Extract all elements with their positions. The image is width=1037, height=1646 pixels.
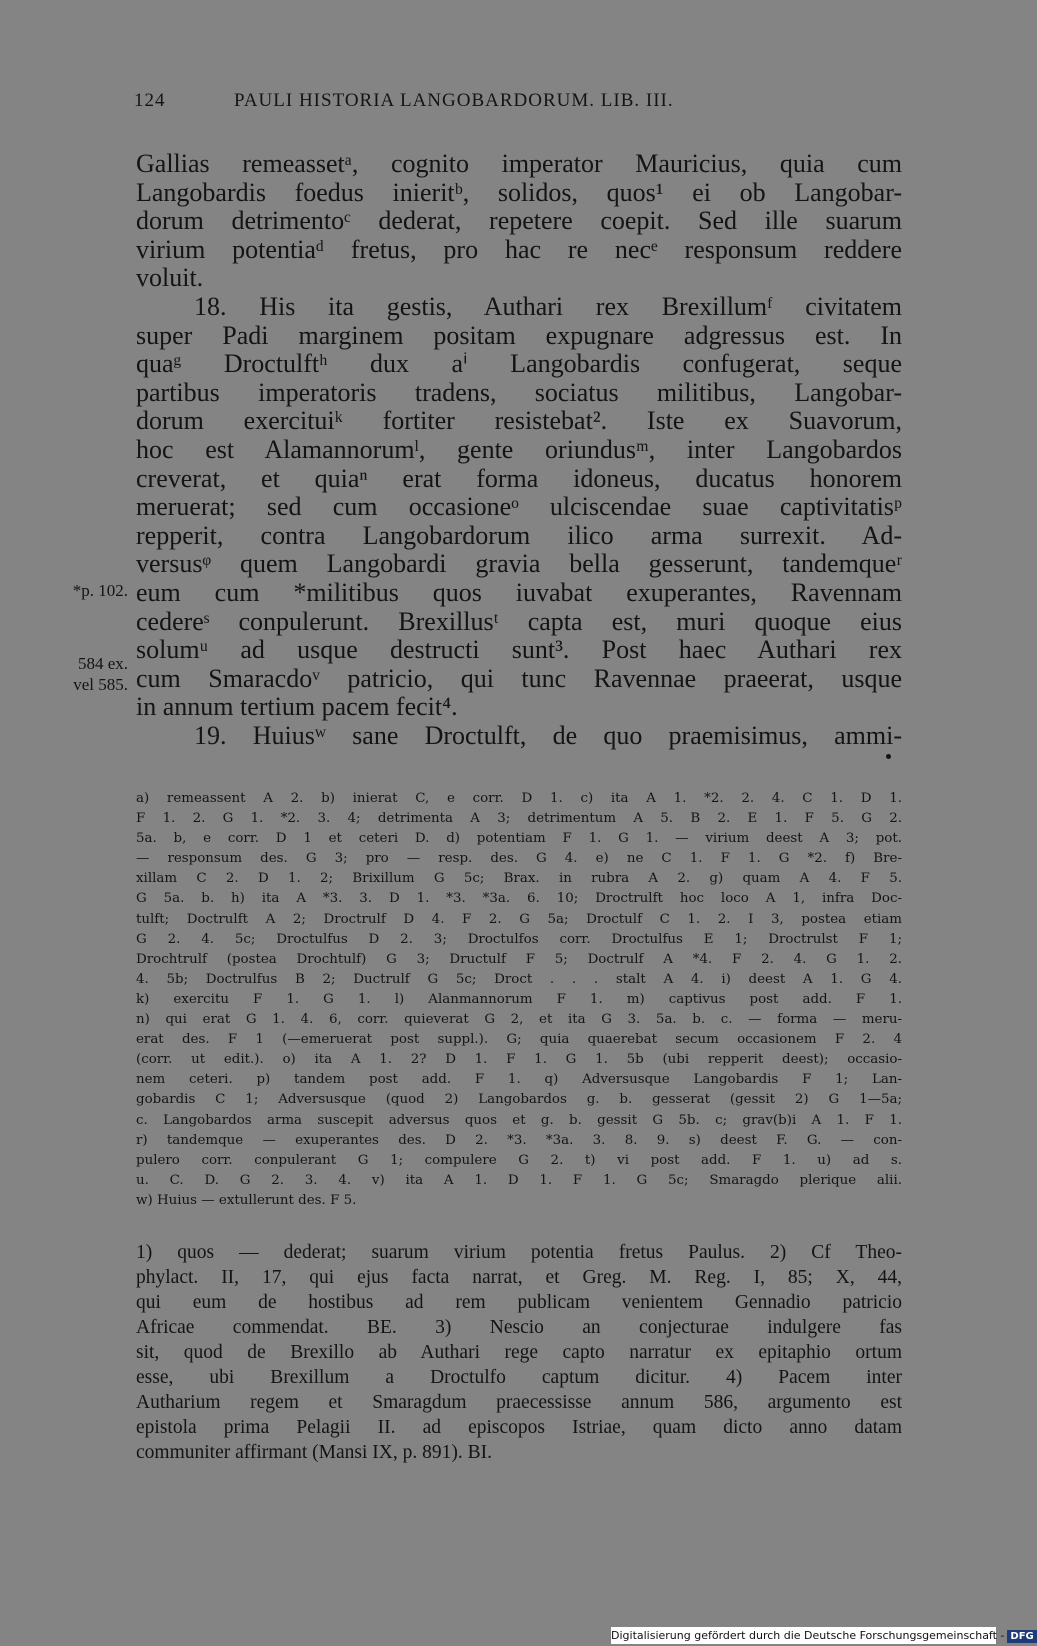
note-line: sit, quod de Brexillo ab Authari rege capto narratur ex epitaphio ortum	[136, 1342, 902, 1363]
text-line: creverat, et quiaⁿ erat forma idoneus, ducatus honorem	[136, 463, 902, 493]
text-line: super Padi marginem positam expugnare adgressus est. In	[136, 320, 902, 350]
variant-apparatus	[136, 789, 902, 1211]
digitization-credit	[611, 1627, 1034, 1644]
note-line: qui eum de hostibus ad rem publicam venientem Gennadio patricio	[136, 1292, 902, 1313]
text-line: dorum detrimentoᶜ dederat, repetere coepit. Sed ille suarum	[136, 206, 902, 236]
note-line: epistola prima Pelagii II. ad episcopos Istriae, quam dicto anno datam	[136, 1417, 902, 1438]
note-line: Africae commendat. BE. 3) Nescio an conjecturae indulgere fas	[136, 1317, 902, 1338]
variant-line: c. Langobardos arma suscepit adversus quos et g. b. gessit G 5b. c; grav(b)i A 1. F 1.	[136, 1112, 902, 1128]
margin-date-line: 584 ex.	[77, 654, 128, 673]
note-line: esse, ubi Brexillum a Droctulfo captum dicitur. 4) Pacem inter	[136, 1367, 902, 1388]
text-line: versusᵠ quem Langobardi gravia bella gesserunt, tandemqueʳ	[136, 549, 902, 579]
text-line: repperit, contra Langobardorum ilico arma surrexit. Ad-	[136, 520, 902, 550]
explanatory-notes	[136, 1240, 902, 1465]
note-line: Autharium regem et Smaragdum praecessisse annum 586, argumento est	[136, 1392, 902, 1413]
variant-line: — responsum des. G 3; pro — resp. des. G 4. e) ne C 1. F 1. G *2. f) Bre-	[136, 851, 902, 867]
bullet-mark	[886, 754, 891, 759]
variant-line: F 1. 2. G 1. *2. 3. 4; detrimenta A 3; detrimentum A 5. B 2. E 1. F 5. G 2.	[136, 811, 902, 827]
variant-line: nem ceteri. p) tandem post add. F 1. q) Adversusque Langobardis F 1; Lan-	[136, 1072, 902, 1088]
text-line: 18. His ita gestis, Authari rex Brexillumᶠ civitatem	[194, 291, 902, 321]
variant-line: u. C. D. G 2. 3. 4. v) ita A 1. D 1. F 1. G 5c; Smaragdo plerique alii.	[136, 1172, 902, 1188]
text-line: dorum exercituiᵏ fortiter resistebat². Iste ex Suavorum,	[136, 406, 902, 436]
variant-line: gobardis C 1; Adversusque (quod 2) Langobardos g. b. gesserat (gessit 2) G 1—5a;	[136, 1092, 902, 1108]
variant-line: erat des. F 1 (—emeruerat post suppl.). G; quia quaerebat secum occasionem F 2. 4	[136, 1032, 902, 1048]
text-line: meruerat; sed cum occasioneᵒ ulciscendae suae captivitatisᵖ	[136, 492, 902, 522]
variant-line: G 2. 4. 5c; Droctulfus D 2. 3; Droctulfos corr. Droctulfus E 1; Droctrulst F 1;	[136, 931, 902, 947]
margin-date-line: vel 585.	[73, 675, 128, 694]
margin-page-reference: *p. 102.	[72, 581, 128, 600]
running-header	[134, 90, 814, 112]
credit-text: Digitalisierung gefördert durch die Deutsche Forschungsgemeinschaft -	[611, 1629, 1005, 1642]
main-text	[136, 150, 902, 750]
text-line: 19. Huiusʷ sane Droctulft, de quo praemisimus, ammi-	[194, 720, 902, 750]
variant-line: a) remeassent A 2. b) inierat C, e corr. D 1. c) ita A 1. *2. 2. 4. C 1. D 1.	[136, 791, 902, 806]
text-line: eum cum *militibus quos iuvabat exuperantes, Ravennam	[136, 577, 902, 607]
text-line: partibus imperatoris tradens, sociatus militibus, Langobar-	[136, 377, 902, 407]
text-line: solumᵘ ad usque destructi sunt³. Post haec Authari rex	[136, 635, 902, 665]
variant-line: (corr. ut edit.). o) ita A 1. 2? D 1. F 1. G 1. 5b (ubi repperit deest); occasio-	[136, 1052, 902, 1068]
text-line: quaᵍ Droctulftʰ dux aⁱ Langobardis confugerat, seque	[136, 349, 902, 379]
running-title: PAULI HISTORIA LANGOBARDORUM. LIB. III.	[234, 90, 674, 111]
variant-line: n) qui erat G 1. 4. 6, corr. quieverat G 2, et ita G 3. 5a. b. c. — forma — meru-	[136, 1012, 902, 1028]
variant-line: 4. 5b; Doctrulfus B 2; Ductrulf G 5c; Droct . . . stalt A 4. i) deest A 1. G 4.	[136, 971, 902, 987]
variant-line: pulero corr. conpulerant G 1; compulere G 2. t) vi post add. F 1. u) ad s.	[136, 1152, 902, 1168]
text-line: Gallias remeassetᵃ, cognito imperator Mauricius, quia cum	[136, 149, 902, 178]
text-line: in annum tertium pacem fecit⁴.	[136, 692, 458, 722]
note-line: 1) quos — dederat; suarum virium potentia fretus Paulus. 2) Cf Theo-	[136, 1242, 902, 1263]
text-line: voluit.	[136, 263, 204, 293]
variant-line: 5a. b, e corr. D 1 et ceteri D. d) potentiam F 1. G 1. — virium deest A 3; pot.	[136, 831, 902, 847]
variant-line: k) exercitu F 1. G 1. l) Alanmannorum F 1. m) captivus post add. F 1.	[136, 991, 902, 1007]
note-line: phylact. II, 17, qui ejus facta narrat, et Greg. M. Reg. I, 85; X, 44,	[136, 1267, 902, 1288]
text-line: cum Smaracdoᵛ patricio, qui tunc Ravennae praeerat, usque	[136, 663, 902, 693]
note-line: communiter affirmant (Mansi IX, p. 891). BI.	[136, 1442, 492, 1463]
text-line: Langobardis foedus inieritᵇ, solidos, quos¹ ei ob Langobar-	[136, 177, 902, 207]
variant-line: w) Huius — extullerunt des. F 5.	[136, 1192, 357, 1208]
text-line: cedereˢ conpulerunt. Brexillusᵗ capta est, muri quoque eius	[136, 606, 902, 636]
text-line: virium potentiaᵈ fretus, pro hac re necᵉ responsum reddere	[136, 234, 902, 264]
variant-line: xillam C 2. D 1. 2; Brixillum G 5c; Brax. in rubra A 2. g) quam A 4. F 5.	[136, 871, 902, 887]
dfg-logo: DFG	[1007, 1630, 1036, 1643]
variant-line: G 5a. b. h) ita A *3. 3. D 1. *3. *3a. 6. 10; Droctrulft hoc loco A 1, infra Doc-	[136, 891, 902, 907]
page-number: 124	[134, 90, 166, 111]
text-line: hoc est Alamannorumˡ, gente oriundusᵐ, inter Langobardos	[136, 434, 902, 464]
variant-line: r) tandemque — exuperantes des. D 2. *3. *3a. 3. 8. 9. s) deest F. G. — con-	[136, 1132, 902, 1148]
variant-line: Drochtrulf (postea Drochtulf) G 3; Dructulf F 5; Doctrulf A *4. F 2. 4. G 1. 2.	[136, 951, 902, 967]
variant-line: tulft; Doctrulft A 2; Droctrulf D 4. F 2. G 5a; Droctulf C 1. 2. I 3, postea etiam	[136, 911, 902, 927]
